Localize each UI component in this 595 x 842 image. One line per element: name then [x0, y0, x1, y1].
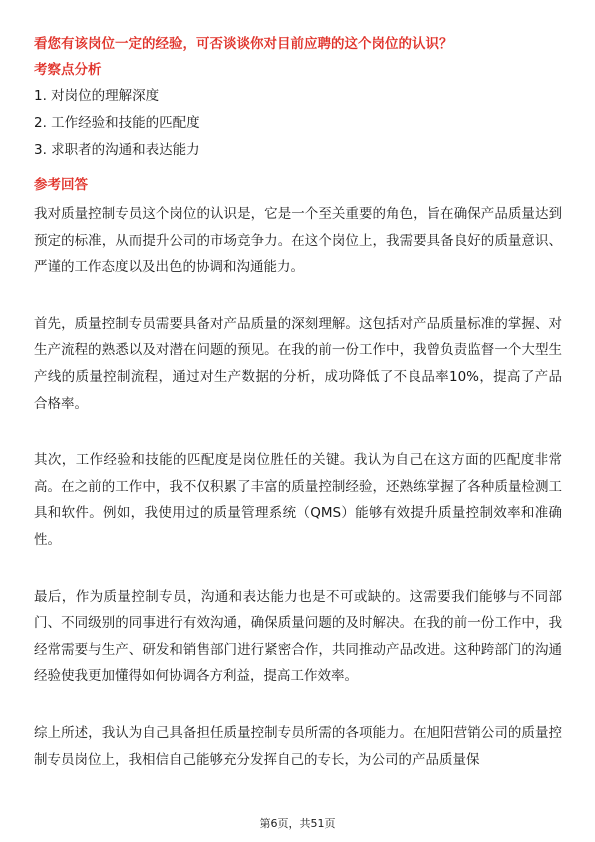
analysis-heading: 考察点分析 [34, 62, 102, 78]
reference-heading: 参考回答 [34, 177, 88, 193]
interview-question: 看您有该岗位一定的经验，可否谈谈你对目前应聘的这个岗位的认识？ [34, 36, 453, 52]
list-item: 2. 工作经验和技能的匹配度 [34, 115, 200, 131]
answer-paragraph: 首先，质量控制专员需要具备对产品质量的深刻理解。这包括对产品质量标准的掌握、对生产流程的熟悉以及对潜在问题的预见。在我的前一份工作中，我曾负责监督一个大型生产线的质量控制流程，通过对生产数据的分析，成功降低了不良品率10%，提高了产品合格率。 [34, 315, 562, 412]
answer-paragraph: 最后，作为质量控制专员，沟通和表达能力也是不可或缺的。这需要我们能够与不同部门、不同级别的同事进行有效沟通，确保质量问题的及时解决。在我的前一份工作中，我经常需要与生产、研发和销售部门进行紧密合作，共同推动产品改进。这种跨部门的沟通经验使我更加懂得如何协调各方利益，提高工作效率。 [34, 588, 562, 685]
list-item: 1. 对岗位的理解深度 [34, 88, 160, 104]
analysis-list [34, 86, 200, 167]
answer-paragraph: 我对质量控制专员这个岗位的认识是，它是一个至关重要的角色，旨在确保产品质量达到预定的标准，从而提升公司的市场竞争力。在这个岗位上，我需要具备良好的质量意识、严谨的工作态度以及出色的协调和沟通能力。 [34, 206, 562, 276]
page-number: 第6页，共51页 [259, 817, 336, 830]
reference-answer [34, 201, 562, 803]
answer-paragraph: 综上所述，我认为自己具备担任质量控制专员所需的各项能力。在旭阳营销公司的质量控制专员岗位上，我相信自己能够充分发挥自己的专长，为公司的产品质量保 [34, 724, 562, 768]
list-item: 3. 求职者的沟通和表达能力 [34, 142, 200, 158]
answer-paragraph: 其次，工作经验和技能的匹配度是岗位胜任的关键。我认为自己在这方面的匹配度非常高。在之前的工作中，我不仅积累了丰富的质量控制经验，还熟练掌握了各种质量检测工具和软件。例如，我使用过的质量管理系统（QMS）能够有效提升质量控制效率和准确性。 [34, 452, 562, 548]
